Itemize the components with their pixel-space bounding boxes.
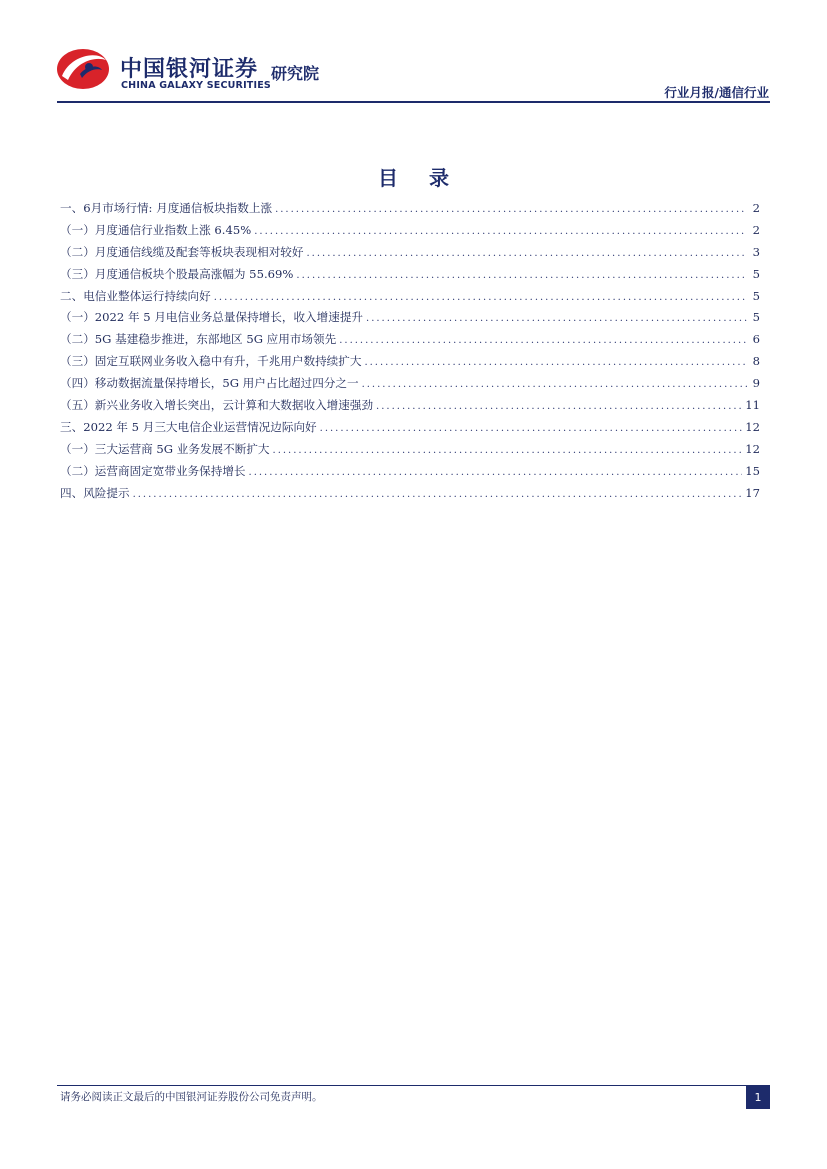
- toc-entry[interactable]: [60, 266, 760, 288]
- toc-entry[interactable]: [60, 375, 760, 397]
- report-category-tag: 行业月报/通信行业: [664, 85, 769, 100]
- toc-entry-page-number: 5: [752, 288, 760, 303]
- toc-entry-label: （二）5G 基建稳步推进，东部地区 5G 应用市场领先: [60, 332, 337, 347]
- toc-entry[interactable]: [60, 419, 760, 441]
- toc-entry-page-number: 12: [745, 419, 760, 434]
- logo-english-name: CHINA GALAXY SECURITIES: [121, 80, 271, 91]
- toc-entry-label: （二）运营商固定宽带业务保持增长: [60, 463, 246, 478]
- toc-dot-leader: [275, 204, 747, 215]
- toc-entry-label: （五）新兴业务收入增长突出，云计算和大数据收入增速强劲: [60, 398, 374, 413]
- table-of-contents: [60, 200, 760, 506]
- toc-entry-label: （二）月度通信线缆及配套等板块表现相对较好: [60, 244, 304, 259]
- toc-entry[interactable]: [60, 222, 760, 244]
- header-divider: [57, 101, 770, 103]
- toc-entry-label: （一）月度通信行业指数上涨 6.45%: [60, 222, 252, 237]
- toc-entry[interactable]: [60, 288, 760, 310]
- toc-dot-leader: [362, 379, 747, 390]
- toc-entry[interactable]: [60, 485, 760, 507]
- toc-dot-leader: [296, 270, 747, 281]
- toc-dot-leader: [366, 313, 747, 324]
- toc-entry[interactable]: [60, 200, 760, 222]
- toc-entry-label: 四、风险提示: [60, 485, 130, 500]
- toc-entry-label: （四）移动数据流量保持增长，5G 用户占比超过四分之一: [60, 376, 359, 391]
- logo-institute-name: 研究院: [271, 64, 320, 83]
- toc-dot-leader: [320, 423, 743, 434]
- toc-entry-label: （一）三大运营商 5G 业务发展不断扩大: [60, 441, 270, 456]
- toc-dot-leader: [364, 357, 747, 368]
- footer-disclaimer: 请务必阅读正文最后的中国银河证券股份公司免责声明。: [60, 1091, 323, 1103]
- footer-divider: [57, 1085, 770, 1086]
- toc-dot-leader: [214, 292, 747, 303]
- china-galaxy-logo-icon: [56, 46, 110, 92]
- toc-entry-page-number: 9: [752, 376, 760, 391]
- toc-entry-page-number: 17: [745, 485, 760, 500]
- toc-dot-leader: [376, 401, 742, 412]
- toc-entry-page-number: 8: [752, 354, 760, 369]
- toc-entry-page-number: 15: [745, 463, 760, 478]
- toc-entry[interactable]: [60, 331, 760, 353]
- toc-entry-page-number: 6: [752, 332, 760, 347]
- toc-entry-page-number: 2: [752, 201, 760, 215]
- toc-dot-leader: [273, 445, 743, 456]
- page-number-badge: 1: [746, 1085, 770, 1109]
- toc-entry[interactable]: [60, 441, 760, 463]
- toc-entry[interactable]: [60, 463, 760, 485]
- logo-chinese-name: 中国银河证券: [120, 57, 259, 82]
- toc-entry-page-number: 12: [745, 441, 760, 456]
- toc-entry[interactable]: [60, 397, 760, 419]
- toc-entry[interactable]: [60, 353, 760, 375]
- page-header: [0, 0, 827, 110]
- toc-entry[interactable]: [60, 309, 760, 331]
- toc-entry-label: 三、2022 年 5 月三大电信企业运营情况边际向好: [60, 419, 317, 434]
- toc-entry-page-number: 2: [752, 222, 760, 237]
- toc-dot-leader: [254, 226, 747, 237]
- toc-entry-page-number: 5: [752, 266, 760, 281]
- toc-entry-label: 二、电信业整体运行持续向好: [60, 288, 211, 303]
- toc-dot-leader: [249, 467, 743, 478]
- toc-entry-page-number: 3: [752, 244, 760, 259]
- toc-dot-leader: [339, 335, 747, 346]
- toc-entry-label: （三）月度通信板块个股最高涨幅为 55.69%: [60, 266, 294, 281]
- toc-entry[interactable]: [60, 244, 760, 266]
- toc-title: 目 录: [378, 166, 461, 190]
- toc-entry-page-number: 5: [752, 310, 760, 325]
- toc-entry-label: 一、6月市场行情: 月度通信板块指数上涨: [60, 201, 273, 215]
- toc-entry-label: （三）固定互联网业务收入稳中有升，千兆用户数持续扩大: [60, 354, 362, 369]
- toc-entry-label: （一）2022 年 5 月电信业务总量保持增长，收入增速提升: [60, 310, 364, 325]
- toc-entry-page-number: 11: [745, 398, 760, 413]
- toc-dot-leader: [133, 489, 743, 500]
- toc-dot-leader: [306, 248, 747, 259]
